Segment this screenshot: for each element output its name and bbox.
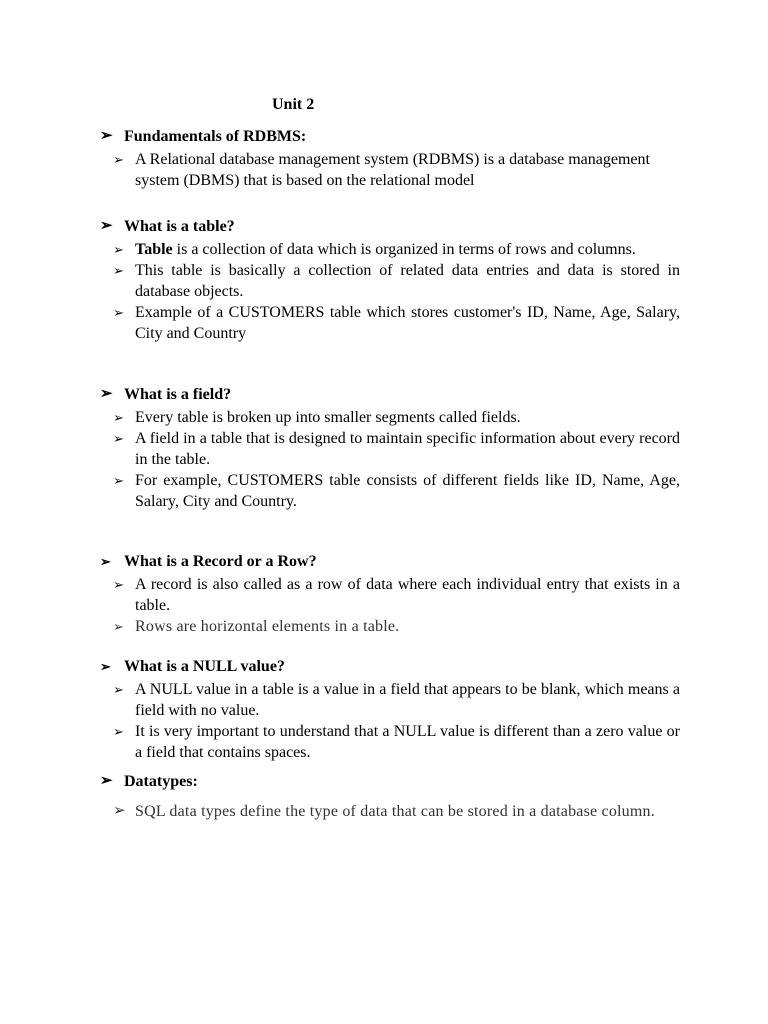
section-heading: ➢ What is a NULL value? [100, 658, 285, 675]
arrow-bullet-icon: ➢ [100, 218, 113, 234]
section-field [100, 384, 680, 512]
list-item: ➢ Every table is broken up into smaller segments called fields. [113, 409, 521, 426]
section-heading: ➢ What is a table? [100, 218, 235, 235]
list-item: ➢ Rows are horizontal elements in a table. [113, 618, 400, 635]
section-table [100, 216, 680, 344]
arrow-bullet-icon: ➢ [100, 554, 111, 569]
list-item: ➢ Example of a CUSTOMERS table which stores customer's ID, Name, Age, Salary, City and Country [113, 304, 680, 342]
bullet-list [100, 149, 680, 191]
list-item: ➢ SQL data types define the type of data that can be stored in a database column. [113, 803, 655, 820]
section-heading: ➢ What is a Record or a Row? [100, 553, 317, 570]
section-record [100, 551, 680, 637]
list-item: ➢ A field in a table that is designed to maintain specific information about every record in the table. [113, 430, 680, 468]
arrow-bullet-icon: ➢ [113, 577, 124, 592]
section-heading: ➢ Fundamentals of RDBMS: [100, 128, 307, 145]
list-item: ➢ For example, CUSTOMERS table consists of different fields like ID, Name, Age, Salary, City and Country. [113, 472, 680, 510]
section-heading: ➢ Datatypes: [100, 773, 198, 790]
list-item: ➢ A NULL value in a table is a value in a field that appears to be blank, which means a field with no value. [113, 681, 680, 719]
list-item: ➢ This table is basically a collection of related data entries and data is stored in database objects. [113, 262, 680, 300]
arrow-bullet-icon: ➢ [113, 305, 124, 320]
list-item: ➢ A record is also called as a row of data where each individual entry that exists in a table. [113, 576, 680, 614]
arrow-bullet-icon: ➢ [113, 724, 124, 739]
bullet-list [100, 801, 680, 822]
arrow-bullet-icon: ➢ [113, 619, 125, 634]
section-heading: ➢ What is a field? [100, 386, 232, 403]
arrow-bullet-icon: ➢ [100, 386, 113, 402]
list-item: ➢ It is very important to understand that a NULL value is different than a zero value or a field that contains spaces. [113, 723, 680, 761]
arrow-bullet-icon: ➢ [113, 682, 124, 697]
arrow-bullet-icon: ➢ [113, 242, 124, 257]
bullet-list [100, 239, 680, 344]
arrow-bullet-icon: ➢ [113, 152, 124, 167]
bullet-list [100, 679, 680, 763]
bullet-list [100, 574, 680, 637]
bullet-list [100, 407, 680, 512]
list-item: ➢ Table is a collection of data which is organized in terms of rows and columns. [113, 241, 636, 258]
list-item: ➢ A Relational database management system (RDBMS) is a database management system (DBMS) that is based on the relational model [113, 151, 650, 189]
section-fundamentals [100, 126, 680, 191]
arrow-bullet-icon: ➢ [100, 128, 113, 144]
arrow-bullet-icon: ➢ [113, 473, 124, 488]
arrow-bullet-icon: ➢ [100, 659, 111, 674]
arrow-bullet-icon: ➢ [113, 410, 124, 425]
arrow-bullet-icon: ➢ [113, 803, 126, 819]
arrow-bullet-icon: ➢ [113, 263, 124, 278]
section-datatypes [100, 771, 680, 822]
section-null [100, 656, 680, 763]
page-title: Unit 2 [272, 96, 315, 113]
arrow-bullet-icon: ➢ [100, 773, 113, 789]
arrow-bullet-icon: ➢ [113, 431, 124, 446]
